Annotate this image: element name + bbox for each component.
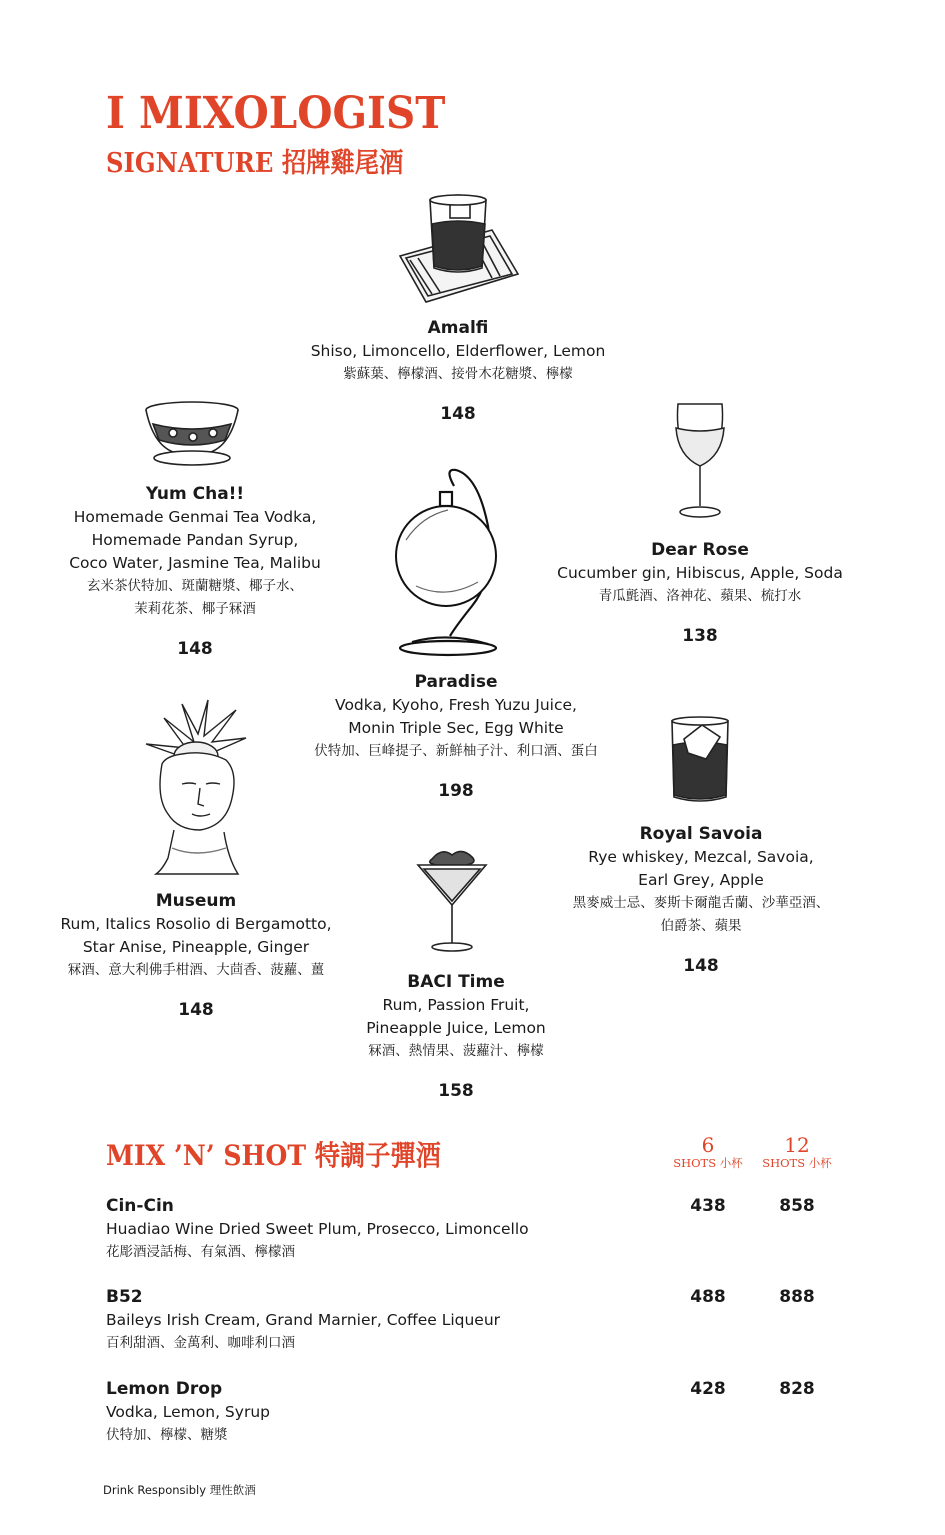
drink-name: Royal Savoia <box>639 824 763 844</box>
price-6-shots: 488 <box>690 1287 726 1307</box>
drink-ingredients-en: Rum, Italics Rosolio di Bergamotto, <box>60 915 332 933</box>
column-label: SHOTS 小杯 <box>673 1156 743 1170</box>
shot-name: B52 <box>106 1287 143 1307</box>
drink-ingredients-en: Homemade Genmai Tea Vodka, <box>73 508 317 526</box>
shot-ingredients-zh: 花彫酒浸話梅、有氣酒、檸檬酒 <box>106 1244 295 1260</box>
drink-ingredients-en: Monin Triple Sec, Egg White <box>348 719 564 737</box>
old-fashioned-glass-icon <box>668 715 732 805</box>
tea-cup-icon <box>143 400 241 468</box>
drink-ingredients-zh: 冧酒、熱情果、菠蘿汁、檸檬 <box>368 1043 544 1059</box>
shot-item-cin-cin <box>106 1194 866 1264</box>
hanging-glass-sphere-icon <box>392 466 502 658</box>
drink-ingredients-en: Homemade Pandan Syrup, <box>91 531 299 549</box>
drink-name: Paradise <box>414 672 498 692</box>
price-12-shots: 888 <box>779 1287 815 1307</box>
drink-name: Yum Cha!! <box>145 484 245 504</box>
drink-price: 148 <box>177 639 213 659</box>
shot-name: Cin-Cin <box>106 1196 174 1216</box>
martini-glass-icon <box>416 845 488 953</box>
drink-ingredients-en: Star Anise, Pineapple, Ginger <box>82 938 310 956</box>
drink-ingredients-zh: 玄米茶伏特加、斑蘭糖漿、椰子水、 <box>87 578 303 594</box>
column-label: SHOTS 小杯 <box>762 1156 832 1170</box>
drink-ingredients-en: Coco Water, Jasmine Tea, Malibu <box>69 554 321 572</box>
drink-ingredients-zh: 青瓜氈酒、洛神花、蘋果、梳打水 <box>598 588 802 604</box>
drink-dear-rose <box>520 538 880 648</box>
drink-ingredients-zh: 冧酒、意大利佛手柑酒、大茴香、菠蘿、薑 <box>67 962 325 978</box>
drink-name: Dear Rose <box>651 540 749 560</box>
shot-ingredients-en: Baileys Irish Cream, Grand Marnier, Coffee Liqueur <box>106 1311 501 1329</box>
drink-price: 158 <box>438 1081 474 1101</box>
column-number: 12 <box>784 1133 810 1157</box>
footer-disclaimer: Drink Responsibly 理性飲酒 <box>103 1483 256 1497</box>
mix-n-shot-title: MIX ’N’ SHOT 特調子彈酒 <box>106 1139 441 1172</box>
shot-item-b52 <box>106 1285 866 1355</box>
drink-baci-time <box>276 970 636 1103</box>
drink-ingredients-en: Cucumber gin, Hibiscus, Apple, Soda <box>557 564 843 582</box>
drink-ingredients-en: Rum, Passion Fruit, <box>382 996 530 1014</box>
drink-ingredients-en: Rye whiskey, Mezcal, Savoia, <box>588 848 814 866</box>
drink-ingredients-zh: 紫蘇葉、檸檬酒、接骨木花糖漿、檸檬 <box>343 366 573 382</box>
drink-amalfi <box>278 316 638 426</box>
drink-price: 148 <box>178 1000 214 1020</box>
price-12-shots: 858 <box>779 1196 815 1216</box>
drink-yum-cha <box>15 482 375 661</box>
drink-royal-savoia <box>521 822 881 978</box>
drink-ingredients-zh: 伏特加、巨峰提子、新鮮柚子汁、利口酒、蛋白 <box>314 743 598 759</box>
drink-ingredients-en: Shiso, Limoncello, Elderflower, Lemon <box>310 342 606 360</box>
statue-head-pineapple-icon <box>142 698 248 878</box>
drink-price: 138 <box>682 626 718 646</box>
rocks-glass-on-tray-icon <box>396 190 522 308</box>
page-title: I MIXOLOGIST <box>106 88 446 139</box>
column-header-12-shots <box>752 1134 842 1170</box>
drink-ingredients-zh: 茉莉花茶、椰子冧酒 <box>134 601 256 617</box>
shot-item-lemon-drop <box>106 1377 866 1447</box>
drink-price: 148 <box>440 404 476 424</box>
column-number: 6 <box>701 1133 715 1157</box>
price-6-shots: 438 <box>690 1196 726 1216</box>
drink-name: Museum <box>155 891 237 911</box>
drink-name: Amalfi <box>427 318 489 338</box>
page-subtitle: SIGNATURE 招牌雞尾酒 <box>106 148 404 179</box>
drink-name: BACI Time <box>407 972 505 992</box>
price-12-shots: 828 <box>779 1379 815 1399</box>
column-header-6-shots <box>663 1134 753 1170</box>
drink-price: 148 <box>683 956 719 976</box>
drink-ingredients-en: Pineapple Juice, Lemon <box>366 1019 546 1037</box>
shot-ingredients-en: Huadiao Wine Dried Sweet Plum, Prosecco, Limoncello <box>106 1220 529 1238</box>
shot-ingredients-zh: 百利甜酒、金萬利、咖啡利口酒 <box>106 1335 295 1351</box>
drink-ingredients-zh: 黑麥威士忌、麥斯卡爾龍舌蘭、沙華亞酒、 <box>572 895 830 911</box>
wine-glass-icon <box>672 400 728 522</box>
shot-name: Lemon Drop <box>106 1379 223 1399</box>
shot-ingredients-zh: 伏特加、檸檬、糖漿 <box>106 1427 228 1443</box>
drink-ingredients-en: Vodka, Kyoho, Fresh Yuzu Juice, <box>335 696 577 714</box>
drink-price: 198 <box>438 781 474 801</box>
price-6-shots: 428 <box>690 1379 726 1399</box>
drink-ingredients-en: Earl Grey, Apple <box>638 871 764 889</box>
drink-paradise <box>276 670 636 803</box>
drink-ingredients-zh: 伯爵茶、蘋果 <box>660 918 742 934</box>
shot-ingredients-en: Vodka, Lemon, Syrup <box>106 1403 270 1421</box>
